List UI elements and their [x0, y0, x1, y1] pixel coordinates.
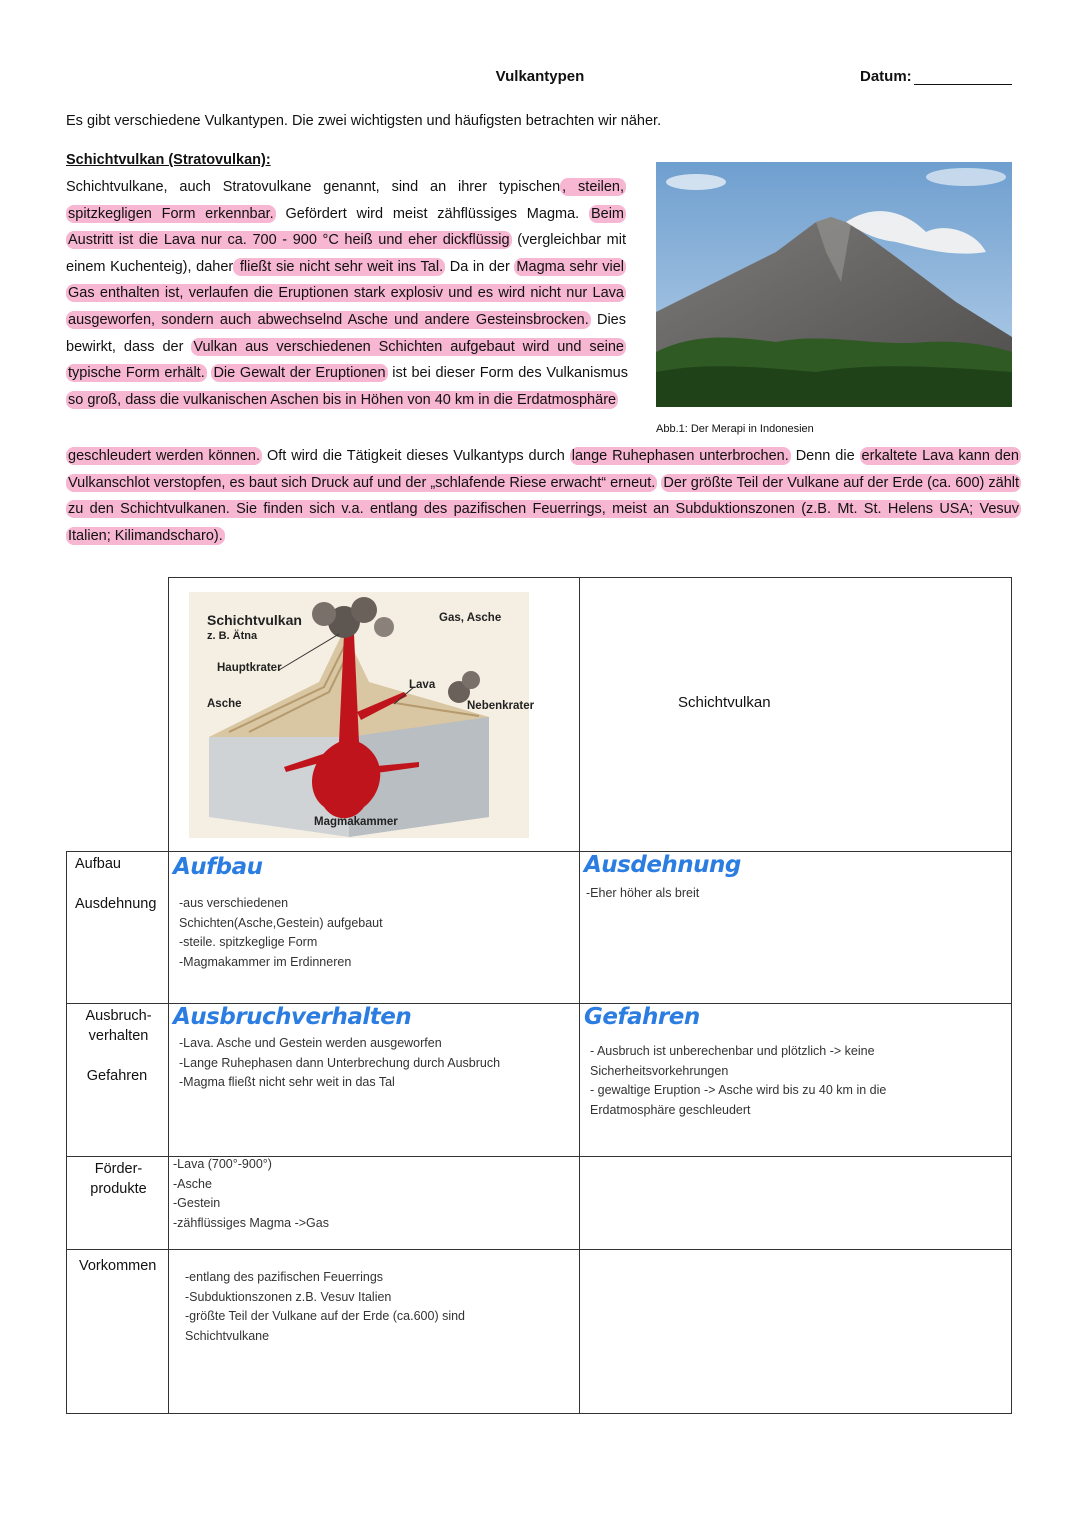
highlighted-text: Beim Austritt ist die Lava nur ca. 700 - 900 °C heiß und eher dickflüssig [68, 205, 624, 249]
row-label-cell-1 [66, 851, 169, 1004]
row-label-cell-4 [66, 1249, 169, 1414]
foerder-cell [168, 1156, 580, 1250]
row-label-cell-2 [66, 1003, 169, 1157]
ausdehnung-heading: Ausdehnung [584, 852, 741, 878]
row-label-aufbau: Aufbau [75, 856, 121, 872]
intro-text: Es gibt verschiedene Vulkantypen. Die zwei wichtigsten und häufigsten betrachten wir näher. [66, 113, 662, 129]
aufbau-heading: Aufbau [173, 854, 263, 880]
text-segment: Oft wird die Tätigkeit dieses Vulkantyps durch [262, 448, 570, 464]
date-label: Datum: [860, 68, 912, 85]
highlighted-text: Der größte Teil der Vulkane auf der Erde (ca. 600) zählt zu den Schichtvulkanen. Sie finden sich v.a. entlang des pazifischen Feuerrings, meist an Subduktionszonen (z.B. Mt. St. Helens USA; Vesuv Italien; Kilimandscharo). [68, 474, 1020, 544]
text-segment: Denn die [790, 448, 860, 464]
text-segment: Da in der [445, 258, 515, 275]
section-heading: Schichtvulkan (Stratovulkan): [66, 152, 271, 168]
main-paragraph [66, 174, 626, 413]
diagram-label-hauptkrater: Hauptkrater [217, 662, 282, 674]
gefahren-text: - Ausbruch ist unberechenbar und plötzlich -> keine Sicherheitsvorkehrungen - gewaltige Eruption -> Asche wird bis zu 40 km in die Erdatmosphäre geschleudert [590, 1044, 887, 1117]
volcano-photo [656, 162, 1012, 407]
page-title: Vulkantypen [495, 68, 585, 85]
photo-caption: Abb.1: Der Merapi in Indonesien [656, 423, 814, 435]
diagram-label-lava: Lava [409, 679, 436, 691]
ausbruch-text: -Lava. Asche und Gestein werden ausgeworfen -Lange Ruhephasen dann Unterbrechung durch Ausbruch -Magma fließt nicht sehr weit in das Tal [179, 1036, 501, 1089]
highlighted-text: Magma sehr viel Gas enthalten ist, verlaufen die Eruptionen stark explosiv und es wird nicht nur Lava ausgeworfen, sondern auch abwechselnd Asche und andere Gesteinsbrocken. [68, 258, 624, 328]
vorkommen-empty-cell [579, 1249, 1012, 1414]
foerder-text: -Lava (700°-900°) -Asche -Gestein -zähflüssiges Magma ->Gas [173, 1157, 329, 1230]
highlighted-text: erkaltete Lava kann den Vulkanschlot verstopfen, es baut sich Druck auf und der „schlafende Riese erwacht“ erneut. [68, 448, 1019, 491]
diagram-title: Schichtvulkan [207, 612, 302, 628]
diagram-label-magmakammer: Magmakammer [314, 816, 398, 828]
ausbruch-cell [168, 1003, 580, 1157]
row-label-foerderprodukte: Förder- produkte [90, 1161, 147, 1197]
highlighted-text: so groß, dass die vulkanischen Aschen bis in Höhen von 40 km in die Erdatmosphäre [68, 391, 617, 408]
diagram-label-gas: Gas, Asche [439, 612, 502, 624]
highlighted-text: lange Ruhephasen unterbrochen. [571, 448, 789, 464]
date-field [860, 68, 1012, 85]
diagram-cell [168, 577, 580, 852]
highlighted-text: geschleudert werden können. [68, 448, 261, 464]
volcano-diagram [189, 592, 529, 838]
date-blank-line [914, 70, 1012, 85]
header-cell-schichtvulkan [579, 577, 1012, 852]
vorkommen-text: -entlang des pazifischen Feuerrings -Subduktionszonen z.B. Vesuv Italien -größte Teil der Vulkane auf der Erde (ca.600) sind Schichtvulkane [185, 1270, 466, 1343]
header-schichtvulkan: Schichtvulkan [678, 694, 771, 711]
aufbau-cell [168, 851, 580, 1004]
ausdehnung-text: -Eher höher als breit [586, 886, 700, 900]
text-segment: Schichtvulkane, auch Stratovulkane genannt, sind an ihrer typischen [66, 179, 561, 195]
main-paragraph-continued [66, 443, 1021, 549]
aufbau-text: -aus verschiedenen Schichten(Asche,Gestein) aufgebaut -steile. spitzkeglige Form -Magmakammer im Erdinneren [179, 896, 383, 969]
highlighted-text: , steilen, spitzkegligen Form erkennbar. [68, 179, 624, 222]
foerder-empty-cell [579, 1156, 1012, 1250]
diagram-label-nebenkrater: Nebenkrater [467, 700, 535, 712]
row-label-cell-3 [66, 1156, 169, 1250]
diagram-label-asche: Asche [207, 698, 242, 710]
row-label-ausbruchverhalten: Ausbruch- verhalten [85, 1008, 152, 1044]
text-segment: Dies bewirkt, dass der [66, 311, 626, 355]
text-segment: (vergleichbar mit einem Kuchenteig), daher [66, 232, 626, 275]
ausbruch-heading: Ausbruchverhalten [173, 1004, 412, 1030]
vorkommen-cell [168, 1249, 580, 1414]
row-label-gefahren: Gefahren [86, 1068, 148, 1084]
text-segment: Gefördert wird meist zähflüssiges Magma. [275, 205, 589, 222]
gefahren-heading: Gefahren [584, 1004, 700, 1030]
row-label-ausdehnung: Ausdehnung [75, 896, 157, 912]
highlighted-text: fließt sie nicht sehr weit ins Tal. [235, 258, 444, 275]
highlighted-text: Die Gewalt der Eruptionen [213, 365, 386, 382]
comparison-table [66, 577, 1012, 1414]
gefahren-cell [579, 1003, 1012, 1157]
ausdehnung-cell [579, 851, 1012, 1004]
row-label-vorkommen: Vorkommen [79, 1258, 157, 1274]
text-segment: ist bei dieser Form des Vulkanismus [387, 365, 628, 382]
highlighted-text: Vulkan aus verschiedenen Schichten aufgebaut wird und seine typische Form erhält. [68, 338, 624, 382]
diagram-subtitle: z. B. Ätna [207, 630, 258, 642]
